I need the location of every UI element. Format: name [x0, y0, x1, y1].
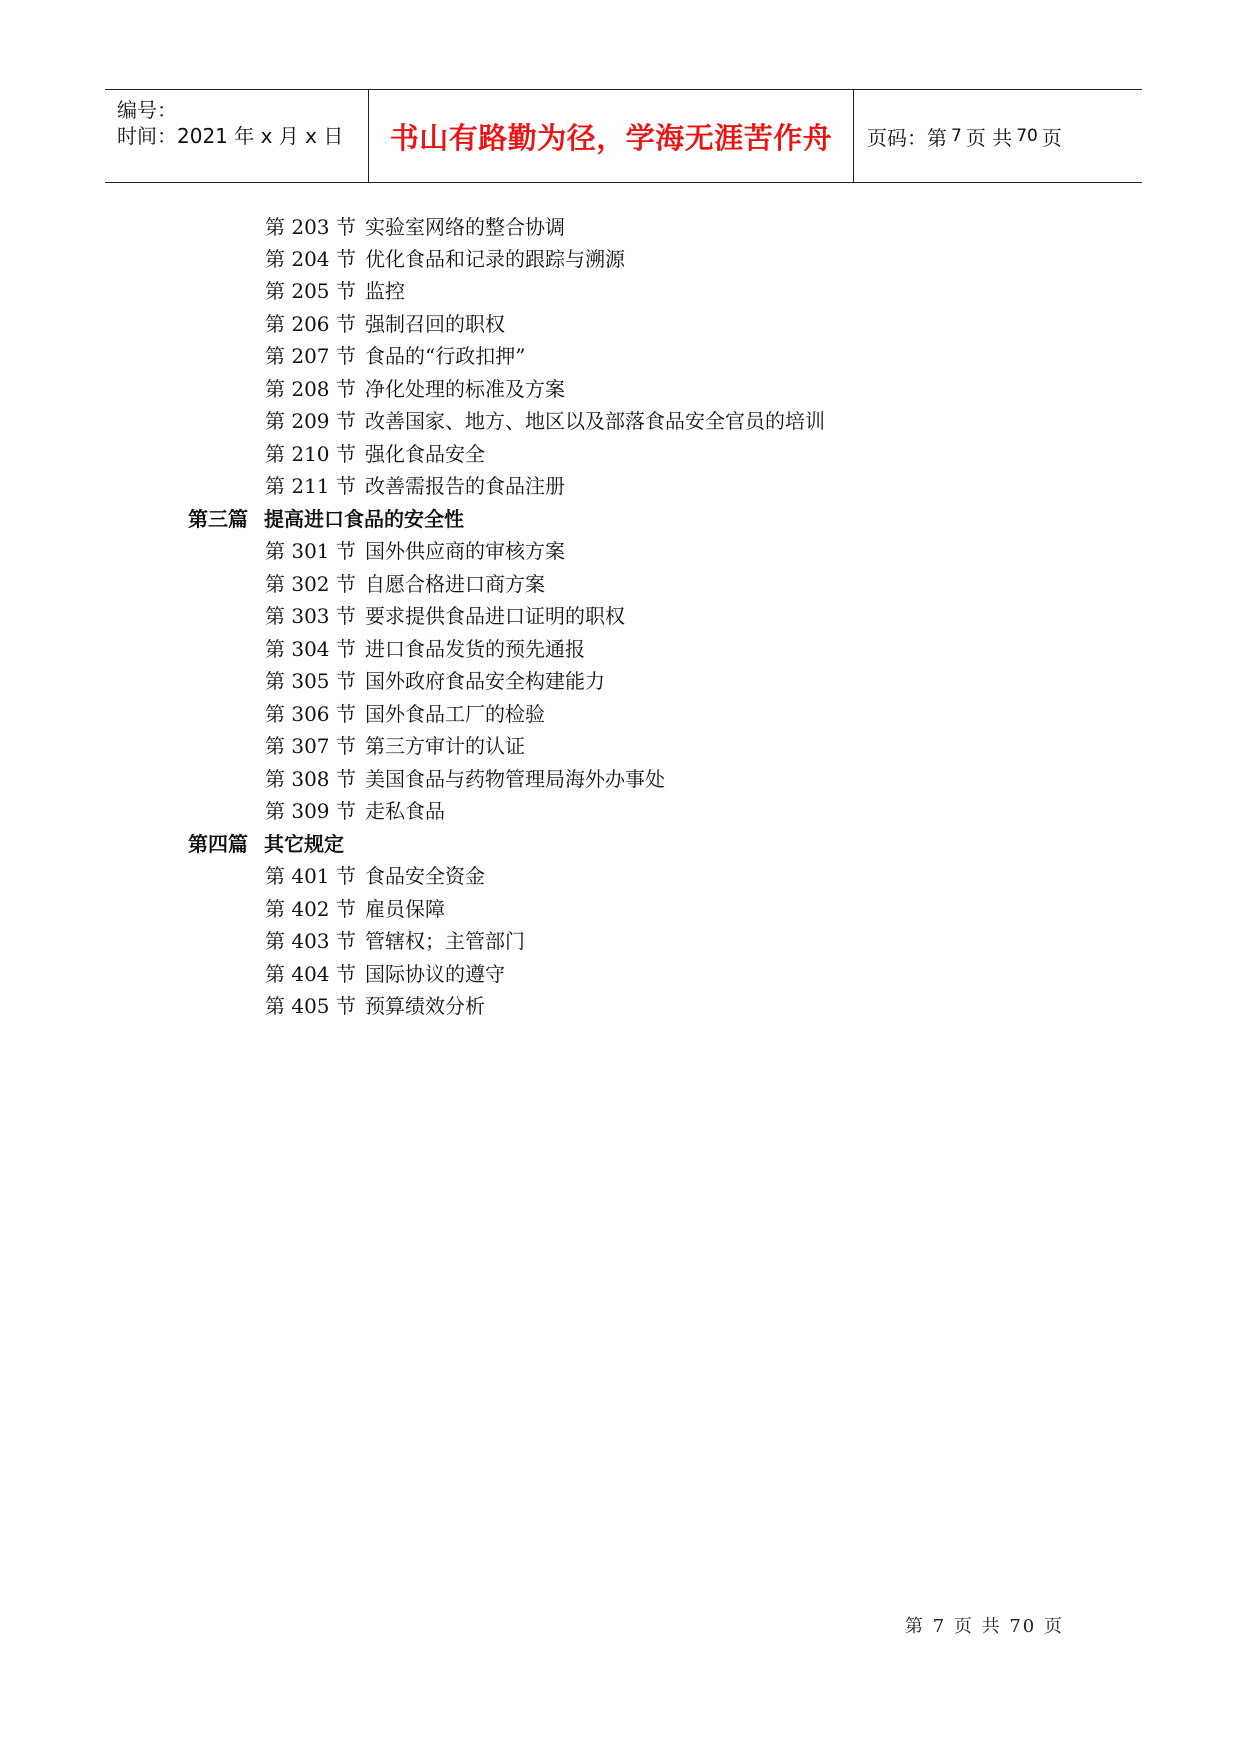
toc-section-label: 第 204 节 — [265, 247, 356, 271]
toc-section-title: 强制召回的职权 — [365, 312, 505, 336]
toc-section-title: 雇员保障 — [365, 897, 445, 921]
toc-section-title: 自愿合格进口商方案 — [365, 572, 545, 596]
toc-section-entry — [265, 926, 525, 956]
toc-section-entry — [265, 731, 525, 761]
header-page-prefix: 页码：第 — [867, 125, 947, 150]
toc-section-entry — [265, 666, 605, 696]
header-meta — [105, 90, 369, 182]
toc-section-label: 第 205 节 — [265, 279, 356, 303]
toc-section-title: 管辖权；主管部门 — [365, 929, 525, 953]
toc-section-label: 第 402 节 — [265, 897, 356, 921]
header-page-total: 70 — [1016, 126, 1038, 146]
toc-part-title: 其它规定 — [264, 832, 344, 856]
toc-section-title: 改善需报告的食品注册 — [365, 474, 565, 498]
toc-section-entry — [265, 861, 485, 891]
toc-section-entry — [265, 244, 625, 274]
toc-section-label: 第 305 节 — [265, 669, 356, 693]
header-motto: 书山有路勤为径，学海无涯苦作舟 — [389, 120, 833, 155]
header-page-suffix: 页 — [1041, 125, 1062, 150]
toc-section-title: 预算绩效分析 — [365, 994, 485, 1018]
toc-section-title: 改善国家、地方、地区以及部落食品安全官员的培训 — [365, 409, 825, 433]
toc-section-entry — [265, 634, 585, 664]
toc-section-entry — [265, 374, 565, 404]
toc-section-label: 第 308 节 — [265, 767, 356, 791]
toc-section-title: 优化食品和记录的跟踪与溯源 — [365, 247, 625, 271]
toc-section-label: 第 211 节 — [265, 474, 356, 498]
toc-section-entry — [265, 894, 445, 924]
toc-section-label: 第 301 节 — [265, 539, 356, 563]
toc-section-title: 国外政府食品安全构建能力 — [365, 669, 605, 693]
toc-section-entry — [265, 341, 525, 371]
toc-section-label: 第 302 节 — [265, 572, 356, 596]
toc-section-title: 强化食品安全 — [365, 442, 485, 466]
toc-section-label: 第 210 节 — [265, 442, 356, 466]
toc-section-title: 国外食品工厂的检验 — [365, 702, 545, 726]
toc-section-label: 第 208 节 — [265, 377, 356, 401]
toc-section-label: 第 303 节 — [265, 604, 356, 628]
toc-part-heading — [188, 504, 464, 534]
toc-section-label: 第 403 节 — [265, 929, 356, 953]
toc-section-label: 第 206 节 — [265, 312, 356, 336]
toc-part-title: 提高进口食品的安全性 — [264, 507, 464, 531]
header-page-indicator — [867, 90, 1137, 182]
header-time-label: 时间：2021 年 x 月 x 日 — [117, 124, 344, 148]
toc-section-title: 要求提供食品进口证明的职权 — [365, 604, 625, 628]
toc-section-title: 进口食品发货的预先通报 — [365, 637, 585, 661]
toc-section-entry — [265, 406, 825, 436]
toc-part-label: 第四篇 — [188, 832, 248, 856]
toc-section-title: 食品的“行政扣押” — [365, 344, 526, 368]
toc-section-label: 第 304 节 — [265, 637, 356, 661]
toc-section-title: 实验室网络的整合协调 — [365, 215, 565, 239]
toc-section-title: 美国食品与药物管理局海外办事处 — [365, 767, 665, 791]
header-page-mid: 页 共 — [965, 125, 1013, 150]
toc-section-label: 第 207 节 — [265, 344, 356, 368]
toc-section-title: 食品安全资金 — [365, 864, 485, 888]
toc-section-title: 净化处理的标准及方案 — [365, 377, 565, 401]
toc-section-entry — [265, 309, 505, 339]
toc-section-entry — [265, 536, 565, 566]
toc-section-entry — [265, 212, 565, 242]
toc-section-label: 第 203 节 — [265, 215, 356, 239]
toc-section-label: 第 309 节 — [265, 799, 356, 823]
header-motto-cell — [369, 90, 854, 182]
toc-section-label: 第 405 节 — [265, 994, 356, 1018]
toc-section-entry — [265, 764, 665, 794]
toc-section-title: 监控 — [365, 279, 405, 303]
toc-section-entry — [265, 569, 545, 599]
toc-section-label: 第 401 节 — [265, 864, 356, 888]
toc-section-entry — [265, 959, 505, 989]
toc-section-title: 国际协议的遵守 — [365, 962, 505, 986]
toc-section-entry — [265, 439, 485, 469]
toc-part-label: 第三篇 — [188, 507, 248, 531]
header-number-label: 编号： — [117, 98, 177, 122]
toc-section-label: 第 306 节 — [265, 702, 356, 726]
toc-section-entry — [265, 991, 485, 1021]
toc-section-label: 第 307 节 — [265, 734, 356, 758]
header-page-current: 7 — [951, 126, 962, 146]
toc-section-title: 第三方审计的认证 — [365, 734, 525, 758]
page-header — [105, 89, 1142, 183]
toc-section-entry — [265, 699, 545, 729]
toc-part-heading — [188, 829, 344, 859]
toc-section-label: 第 404 节 — [265, 962, 356, 986]
toc-section-entry — [265, 471, 565, 501]
page-footer: 第 7 页 共 70 页 — [905, 1616, 1064, 1637]
toc-section-title: 走私食品 — [365, 799, 445, 823]
toc-section-entry — [265, 601, 625, 631]
toc-section-label: 第 209 节 — [265, 409, 356, 433]
toc-section-entry — [265, 276, 405, 306]
toc-section-entry — [265, 796, 445, 826]
toc-section-title: 国外供应商的审核方案 — [365, 539, 565, 563]
